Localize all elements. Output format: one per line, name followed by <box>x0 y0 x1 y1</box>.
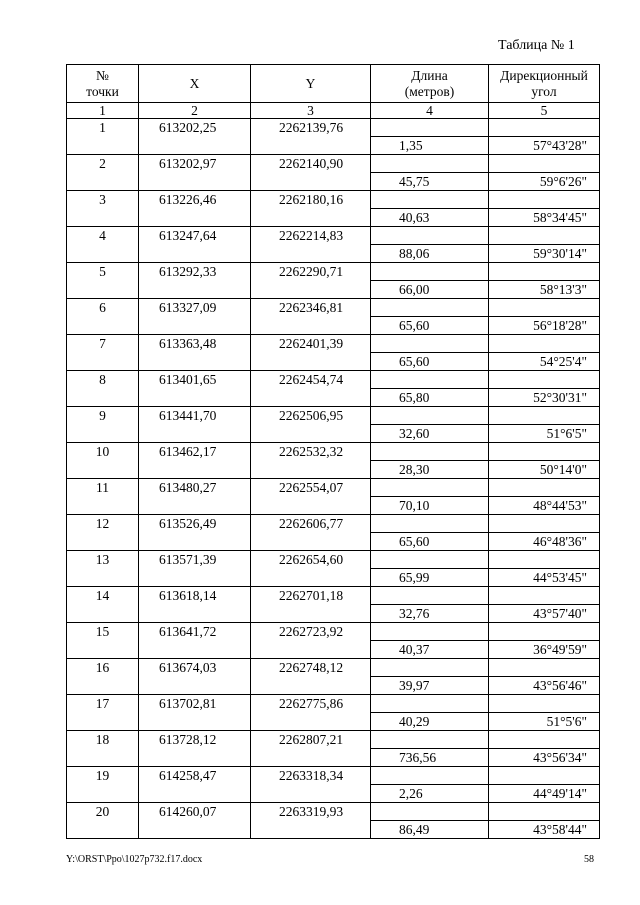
y-cell-empty <box>251 821 371 839</box>
point-number: 1 <box>67 119 139 137</box>
point-number: 17 <box>67 695 139 713</box>
point-row <box>67 119 600 137</box>
column-number: 2 <box>139 103 251 119</box>
point-number-cell-empty <box>67 749 139 767</box>
point-number-cell-empty <box>67 425 139 443</box>
y-coordinate: 2262180,16 <box>251 191 371 209</box>
header-length <box>371 65 489 103</box>
segment-length: 65,80 <box>371 389 489 407</box>
x-coordinate: 613641,72 <box>139 623 251 641</box>
y-cell-empty <box>251 533 371 551</box>
x-cell-empty <box>139 461 251 479</box>
direction-angle: 51°5'6" <box>489 713 600 731</box>
angle-cell-empty <box>489 551 600 569</box>
x-coordinate: 613327,09 <box>139 299 251 317</box>
angle-cell-empty <box>489 227 600 245</box>
x-coordinate: 613401,65 <box>139 371 251 389</box>
y-cell-empty <box>251 641 371 659</box>
y-coordinate: 2262214,83 <box>251 227 371 245</box>
segment-length: 28,30 <box>371 461 489 479</box>
point-number: 19 <box>67 767 139 785</box>
segment-row <box>67 677 600 695</box>
x-coordinate: 613202,97 <box>139 155 251 173</box>
y-cell-empty <box>251 461 371 479</box>
point-number: 15 <box>67 623 139 641</box>
direction-angle: 59°6'26" <box>489 173 600 191</box>
y-coordinate: 2262701,18 <box>251 587 371 605</box>
length-cell-empty <box>371 299 489 317</box>
y-cell-empty <box>251 785 371 803</box>
x-cell-empty <box>139 317 251 335</box>
point-row <box>67 335 600 353</box>
direction-angle: 59°30'14" <box>489 245 600 263</box>
segment-length: 39,97 <box>371 677 489 695</box>
y-coordinate: 2262723,92 <box>251 623 371 641</box>
point-row <box>67 731 600 749</box>
point-number: 7 <box>67 335 139 353</box>
y-coordinate: 2262654,60 <box>251 551 371 569</box>
footer-file-path: Y:\ORST\Ppo\1027p732.f17.docx <box>66 854 203 865</box>
angle-cell-empty <box>489 515 600 533</box>
point-number: 9 <box>67 407 139 425</box>
x-coordinate: 614260,07 <box>139 803 251 821</box>
x-coordinate: 613571,39 <box>139 551 251 569</box>
x-cell-empty <box>139 821 251 839</box>
length-cell-empty <box>371 407 489 425</box>
point-row <box>67 767 600 785</box>
y-cell-empty <box>251 749 371 767</box>
point-row <box>67 443 600 461</box>
segment-row <box>67 389 600 407</box>
x-cell-empty <box>139 497 251 515</box>
segment-row <box>67 461 600 479</box>
segment-row <box>67 749 600 767</box>
y-cell-empty <box>251 137 371 155</box>
segment-row <box>67 713 600 731</box>
point-row <box>67 515 600 533</box>
x-cell-empty <box>139 749 251 767</box>
column-number: 3 <box>251 103 371 119</box>
angle-cell-empty <box>489 155 600 173</box>
point-number: 20 <box>67 803 139 821</box>
table-body <box>67 119 600 839</box>
header-point-number <box>67 65 139 103</box>
header-angle-line2: угол <box>531 83 557 99</box>
segment-length: 1,35 <box>371 137 489 155</box>
point-number-cell-empty <box>67 821 139 839</box>
x-coordinate: 613702,81 <box>139 695 251 713</box>
segment-row <box>67 281 600 299</box>
angle-cell-empty <box>489 299 600 317</box>
angle-cell-empty <box>489 407 600 425</box>
point-row <box>67 587 600 605</box>
direction-angle: 43°56'34" <box>489 749 600 767</box>
length-cell-empty <box>371 479 489 497</box>
point-number-cell-empty <box>67 785 139 803</box>
x-coordinate: 613728,12 <box>139 731 251 749</box>
segment-length: 736,56 <box>371 749 489 767</box>
x-cell-empty <box>139 173 251 191</box>
x-coordinate: 614258,47 <box>139 767 251 785</box>
segment-length: 40,37 <box>371 641 489 659</box>
x-coordinate: 613363,48 <box>139 335 251 353</box>
angle-cell-empty <box>489 479 600 497</box>
point-number: 4 <box>67 227 139 245</box>
direction-angle: 43°58'44" <box>489 821 600 839</box>
point-row <box>67 299 600 317</box>
y-cell-empty <box>251 425 371 443</box>
x-coordinate: 613480,27 <box>139 479 251 497</box>
x-coordinate: 613202,25 <box>139 119 251 137</box>
angle-cell-empty <box>489 731 600 749</box>
y-cell-empty <box>251 389 371 407</box>
direction-angle: 54°25'4" <box>489 353 600 371</box>
direction-angle: 48°44'53" <box>489 497 600 515</box>
column-numbers-row <box>67 103 600 119</box>
point-number-cell-empty <box>67 497 139 515</box>
x-cell-empty <box>139 353 251 371</box>
y-cell-empty <box>251 677 371 695</box>
point-number: 14 <box>67 587 139 605</box>
length-cell-empty <box>371 191 489 209</box>
x-cell-empty <box>139 209 251 227</box>
table-title: Таблица № 1 <box>498 38 575 53</box>
direction-angle: 57°43'28" <box>489 137 600 155</box>
segment-length: 65,99 <box>371 569 489 587</box>
point-number: 11 <box>67 479 139 497</box>
x-cell-empty <box>139 605 251 623</box>
y-cell-empty <box>251 605 371 623</box>
y-coordinate: 2263319,93 <box>251 803 371 821</box>
point-number-cell-empty <box>67 173 139 191</box>
point-number-cell-empty <box>67 353 139 371</box>
segment-length: 65,60 <box>371 533 489 551</box>
direction-angle: 46°48'36" <box>489 533 600 551</box>
y-cell-empty <box>251 245 371 263</box>
y-coordinate: 2262139,76 <box>251 119 371 137</box>
point-row <box>67 479 600 497</box>
length-cell-empty <box>371 767 489 785</box>
angle-cell-empty <box>489 371 600 389</box>
y-cell-empty <box>251 209 371 227</box>
segment-row <box>67 605 600 623</box>
segment-row <box>67 641 600 659</box>
x-cell-empty <box>139 569 251 587</box>
direction-angle: 51°6'5" <box>489 425 600 443</box>
x-cell-empty <box>139 677 251 695</box>
length-cell-empty <box>371 695 489 713</box>
x-cell-empty <box>139 137 251 155</box>
x-coordinate: 613674,03 <box>139 659 251 677</box>
length-cell-empty <box>371 659 489 677</box>
point-number-cell-empty <box>67 533 139 551</box>
angle-cell-empty <box>489 695 600 713</box>
direction-angle: 50°14'0" <box>489 461 600 479</box>
direction-angle: 44°53'45" <box>489 569 600 587</box>
angle-cell-empty <box>489 803 600 821</box>
point-number-cell-empty <box>67 677 139 695</box>
segment-row <box>67 821 600 839</box>
length-cell-empty <box>371 371 489 389</box>
segment-length: 40,29 <box>371 713 489 731</box>
header-row <box>67 65 600 103</box>
column-number: 5 <box>489 103 600 119</box>
point-number: 8 <box>67 371 139 389</box>
y-cell-empty <box>251 353 371 371</box>
x-coordinate: 613226,46 <box>139 191 251 209</box>
x-coordinate: 613441,70 <box>139 407 251 425</box>
point-number: 2 <box>67 155 139 173</box>
point-number-cell-empty <box>67 209 139 227</box>
point-row <box>67 227 600 245</box>
segment-row <box>67 173 600 191</box>
x-cell-empty <box>139 245 251 263</box>
point-number: 16 <box>67 659 139 677</box>
segment-length: 32,76 <box>371 605 489 623</box>
segment-length: 40,63 <box>371 209 489 227</box>
point-number: 12 <box>67 515 139 533</box>
direction-angle: 43°56'46" <box>489 677 600 695</box>
point-number-cell-empty <box>67 317 139 335</box>
point-number: 3 <box>67 191 139 209</box>
y-coordinate: 2262807,21 <box>251 731 371 749</box>
segment-row <box>67 317 600 335</box>
y-coordinate: 2262748,12 <box>251 659 371 677</box>
segment-row <box>67 353 600 371</box>
x-cell-empty <box>139 389 251 407</box>
angle-cell-empty <box>489 191 600 209</box>
y-coordinate: 2262401,39 <box>251 335 371 353</box>
x-coordinate: 613526,49 <box>139 515 251 533</box>
direction-angle: 58°13'3" <box>489 281 600 299</box>
point-number: 10 <box>67 443 139 461</box>
x-cell-empty <box>139 425 251 443</box>
angle-cell-empty <box>489 119 600 137</box>
y-cell-empty <box>251 281 371 299</box>
point-row <box>67 191 600 209</box>
x-coordinate: 613462,17 <box>139 443 251 461</box>
segment-row <box>67 209 600 227</box>
length-cell-empty <box>371 263 489 281</box>
point-row <box>67 551 600 569</box>
segment-row <box>67 533 600 551</box>
segment-length: 70,10 <box>371 497 489 515</box>
point-number: 13 <box>67 551 139 569</box>
length-cell-empty <box>371 623 489 641</box>
point-number-cell-empty <box>67 281 139 299</box>
segment-length: 65,60 <box>371 317 489 335</box>
angle-cell-empty <box>489 587 600 605</box>
point-number-cell-empty <box>67 137 139 155</box>
y-coordinate: 2262606,77 <box>251 515 371 533</box>
length-cell-empty <box>371 587 489 605</box>
direction-angle: 52°30'31" <box>489 389 600 407</box>
header-direction-angle <box>489 65 600 103</box>
point-row <box>67 659 600 677</box>
point-number-cell-empty <box>67 605 139 623</box>
column-number: 1 <box>67 103 139 119</box>
point-number: 18 <box>67 731 139 749</box>
length-cell-empty <box>371 803 489 821</box>
point-row <box>67 623 600 641</box>
point-row <box>67 155 600 173</box>
point-number-cell-empty <box>67 713 139 731</box>
direction-angle: 36°49'59" <box>489 641 600 659</box>
header-y: Y <box>251 65 371 103</box>
point-number-cell-empty <box>67 641 139 659</box>
header-length-line2: (метров) <box>404 83 455 99</box>
header-angle-line1: Дирекционный <box>500 67 588 83</box>
segment-row <box>67 245 600 263</box>
x-cell-empty <box>139 713 251 731</box>
direction-angle: 43°57'40" <box>489 605 600 623</box>
header-point-number-line1: № <box>96 67 109 83</box>
length-cell-empty <box>371 515 489 533</box>
y-coordinate: 2262775,86 <box>251 695 371 713</box>
segment-length: 2,26 <box>371 785 489 803</box>
point-row <box>67 407 600 425</box>
segment-row <box>67 497 600 515</box>
y-coordinate: 2262532,32 <box>251 443 371 461</box>
segment-row <box>67 569 600 587</box>
y-coordinate: 2262346,81 <box>251 299 371 317</box>
segment-row <box>67 785 600 803</box>
y-cell-empty <box>251 497 371 515</box>
point-number-cell-empty <box>67 389 139 407</box>
point-number-cell-empty <box>67 461 139 479</box>
length-cell-empty <box>371 335 489 353</box>
segment-row <box>67 425 600 443</box>
point-row <box>67 695 600 713</box>
page-number: 58 <box>584 854 594 865</box>
y-coordinate: 2262454,74 <box>251 371 371 389</box>
segment-length: 88,06 <box>371 245 489 263</box>
x-cell-empty <box>139 641 251 659</box>
direction-angle: 44°49'14" <box>489 785 600 803</box>
angle-cell-empty <box>489 623 600 641</box>
segment-row <box>67 137 600 155</box>
point-number: 6 <box>67 299 139 317</box>
y-coordinate: 2262506,95 <box>251 407 371 425</box>
length-cell-empty <box>371 119 489 137</box>
x-cell-empty <box>139 533 251 551</box>
x-coordinate: 613292,33 <box>139 263 251 281</box>
y-cell-empty <box>251 569 371 587</box>
y-coordinate: 2263318,34 <box>251 767 371 785</box>
header-point-number-line2: точки <box>86 83 119 99</box>
length-cell-empty <box>371 227 489 245</box>
angle-cell-empty <box>489 443 600 461</box>
point-number-cell-empty <box>67 569 139 587</box>
point-row <box>67 803 600 821</box>
direction-angle: 58°34'45" <box>489 209 600 227</box>
y-cell-empty <box>251 317 371 335</box>
x-cell-empty <box>139 281 251 299</box>
point-number-cell-empty <box>67 245 139 263</box>
header-x: X <box>139 65 251 103</box>
angle-cell-empty <box>489 263 600 281</box>
y-cell-empty <box>251 713 371 731</box>
y-coordinate: 2262290,71 <box>251 263 371 281</box>
angle-cell-empty <box>489 659 600 677</box>
x-cell-empty <box>139 785 251 803</box>
length-cell-empty <box>371 155 489 173</box>
y-cell-empty <box>251 173 371 191</box>
x-coordinate: 613618,14 <box>139 587 251 605</box>
length-cell-empty <box>371 551 489 569</box>
point-row <box>67 371 600 389</box>
header-length-line1: Длина <box>411 67 448 83</box>
length-cell-empty <box>371 731 489 749</box>
segment-length: 86,49 <box>371 821 489 839</box>
segment-length: 32,60 <box>371 425 489 443</box>
angle-cell-empty <box>489 767 600 785</box>
y-coordinate: 2262140,90 <box>251 155 371 173</box>
y-coordinate: 2262554,07 <box>251 479 371 497</box>
point-number: 5 <box>67 263 139 281</box>
segment-length: 66,00 <box>371 281 489 299</box>
column-number: 4 <box>371 103 489 119</box>
x-coordinate: 613247,64 <box>139 227 251 245</box>
point-row <box>67 263 600 281</box>
segment-length: 65,60 <box>371 353 489 371</box>
direction-angle: 56°18'28" <box>489 317 600 335</box>
coordinates-table <box>66 64 600 839</box>
angle-cell-empty <box>489 335 600 353</box>
length-cell-empty <box>371 443 489 461</box>
segment-length: 45,75 <box>371 173 489 191</box>
